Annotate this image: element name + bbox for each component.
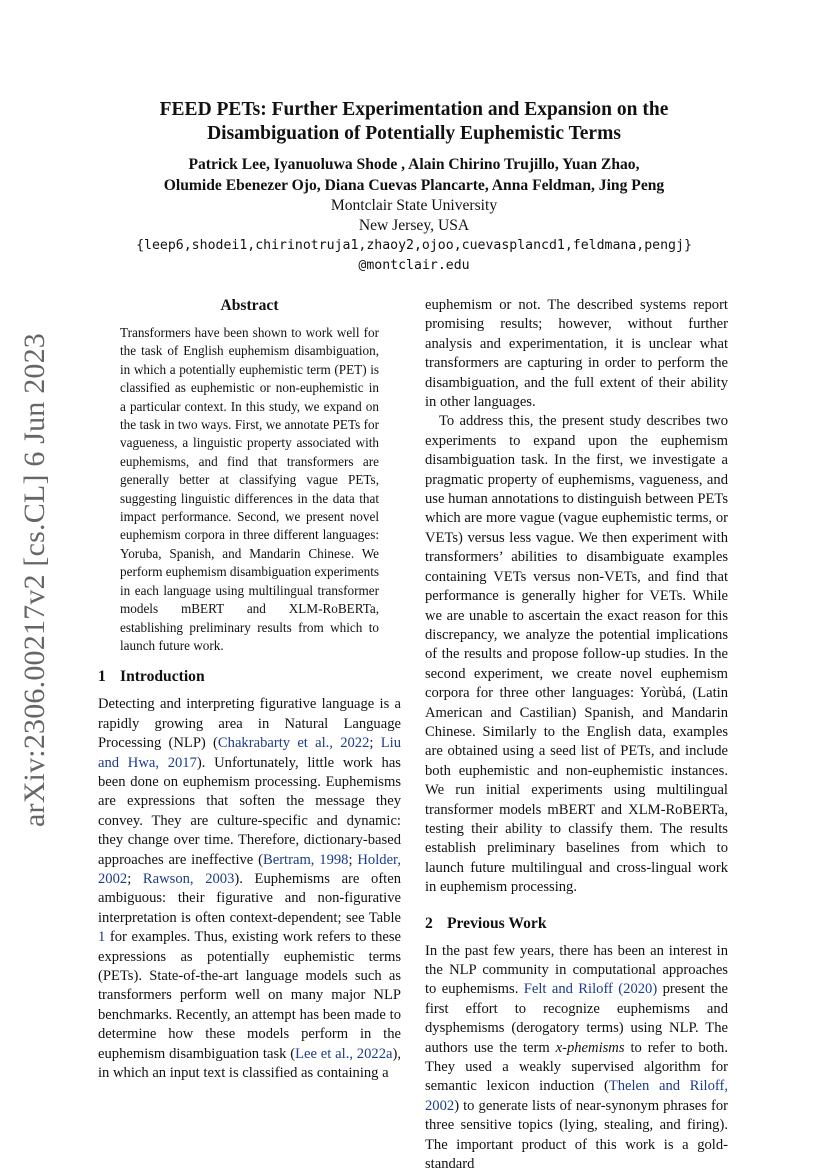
authors-line-2: Olumide Ebenezer Ojo, Diana Cuevas Plancarte, Anna Feldman, Jing Peng [163, 177, 665, 194]
affiliation-line-2: New Jersey, USA [358, 217, 470, 234]
title-line-2: Disambiguation of Potentially Euphemistic Terms [207, 123, 621, 144]
citation-link[interactable]: Lee et al., 2022a [295, 1045, 393, 1062]
arxiv-identifier-text: arXiv:2306.00217v2 [cs.CL] 6 Jun 2023 [18, 332, 51, 828]
email-line-1: {leep6,shodei1,chirinotruja1,zhaoy2,ojoo,cuevasplancd1,feldmana,pengj} [136, 238, 692, 253]
citation-link[interactable]: Liu and Hwa, 2017 [98, 735, 402, 771]
intro-paragraph-2: To address this, the present study describes two experiments to expand upon the euphemism disambiguation task. In the first, we investigate a pragmatic property of euphemisms, vagueness, and use human annotations to distinguish between PETs which are more vague (vague euphemistic terms, or VETs) versus less vague. We then experiment with transformers’ abilities to disambiguate examples containing VETs versus non-VETs, and find that performance is generally higher for VETs. While we are unable to ascertain the exact reason for this discrepancy, we analyze the potential implications of the results and propose follow-up studies. In the second experiment, we create novel euphemism corpora for three other languages: Yorùbá, (Latin American and Castilian) Spanish, and Mandarin Chinese. Similarly to the English data, examples are obtained using a seed list of PETs, and include both euphemistic and non-euphemistic instances. We run initial experiments using multilingual transformer models mBERT and XLM-RoBERTa, testing their ability to classify them. The results establish preliminary baselines from which to launch future multilingual and cross-lingual work in euphemism processing. [425, 413, 728, 896]
intro-paragraph-1-continued [425, 296, 728, 412]
text-run: ) to generate lists of near-synonym phrases for three sensitive topics (lying, stealing, and firing). The important product of this work is a gold-standard [425, 1097, 728, 1173]
citation-link[interactable]: Chakrabarty et al., 2022 [217, 735, 370, 752]
author-list [98, 154, 730, 196]
citation-link[interactable]: Holder, 2002 [98, 851, 401, 887]
email-line-2: @montclair.edu [358, 258, 470, 273]
section-previous-work-heading [425, 914, 728, 934]
text-run: In the past few years, there has been an interest in the NLP community in computational approaches to euphemisms. [425, 942, 728, 998]
text-run: ). Euphemisms are often ambiguous: their figurative and non-figurative interpretation is often context-dependent; see Table [98, 870, 402, 926]
paper-title [98, 98, 730, 146]
arxiv-identifier [15, 250, 55, 910]
affiliation-line-1: Montclair State University [330, 197, 498, 214]
left-column [98, 296, 401, 1083]
intro-paragraph-1 [98, 695, 401, 1083]
text-run: for examples. Thus, existing work refers to these expressions as potentially euphemistic terms (PETs). State-of-the-art language models such as transformers perform well on many major NLP benchmarks. Recently, an attempt has been made to determine how these models perform in the euphemism disambiguation task ( [98, 929, 401, 1062]
citation-link[interactable]: Rawson, 2003 [142, 870, 235, 887]
section-title: Introduction [120, 668, 205, 686]
section-introduction-heading [98, 667, 401, 687]
table-reference-link[interactable]: 1 [98, 929, 106, 946]
text-run: ; [127, 870, 143, 887]
text-run-continues: ), in which an input text is classified as containing a [98, 1045, 401, 1082]
text-run: euphemism or not. The described systems report promising results; however, without further analysis and experimentation, it is unclear what transformers are capturing in order to perform the disambiguation, and the full extent of their ability in other languages. [425, 297, 728, 411]
citation-link[interactable]: Bertram, 1998 [262, 851, 349, 868]
term-emphasis: x-phemisms [555, 1039, 625, 1056]
section-title: Previous Work [447, 914, 547, 932]
abstract-text: Transformers have been shown to work well for the task of English euphemism disambiguation, in which a potentially euphemistic term (PET) is classified as euphemistic or non-euphemistic in a particular context. In this study, we expand on the task in two ways. First, we annotate PETs for vagueness, a linguistic property associated with euphemisms, and find that transformers are generally better at classifying vague PETs, suggesting linguistic differences in the data that impact performance. Second, we present novel euphemism corpora in three different languages: Yoruba, Spanish, and Mandarin Chinese. We perform euphemism disambiguation experiments in each language using multilingual transformer models mBERT and XLM-RoBERTa, establishing preliminary results from which to launch future work. [120, 325, 379, 653]
right-column [425, 296, 728, 1174]
paper-header [98, 98, 730, 276]
text-run: present the first effort to recognize euphemisms and dysphemisms (derogatory terms) using NLP. The authors use the term [425, 981, 728, 1056]
text-run: ; [348, 851, 358, 868]
author-emails [98, 236, 730, 276]
text-run: ). Unfortunately, little work has been done on euphemism processing. Euphemisms are expressions that soften the message they convey. They are culture-specific and dynamic: they change over time. Therefore, dictionary-based approaches are ineffective ( [98, 754, 401, 868]
abstract-heading: Abstract [220, 297, 279, 314]
previous-work-paragraph-1 [425, 942, 728, 1174]
citation-link[interactable]: Thelen and Riloff, 2002 [425, 1078, 728, 1114]
title-line-1: FEED PETs: Further Experimentation and Expansion on the [159, 99, 669, 120]
text-run: ; [369, 735, 381, 752]
citation-link[interactable]: Felt and Riloff (2020) [523, 981, 658, 998]
authors-line-1: Patrick Lee, Iyanuoluwa Shode , Alain Chirino Trujillo, Yuan Zhao, [188, 156, 640, 173]
section-number: 2 [425, 914, 433, 932]
section-number: 1 [98, 668, 106, 686]
text-run: to refer to both. They used a weakly supervised algorithm for semantic lexicon induction ( [425, 1039, 728, 1095]
text-run: Detecting and interpreting figurative language is a rapidly growing area in Natural Language Processing (NLP) ( [98, 696, 401, 752]
affiliation [98, 196, 730, 236]
